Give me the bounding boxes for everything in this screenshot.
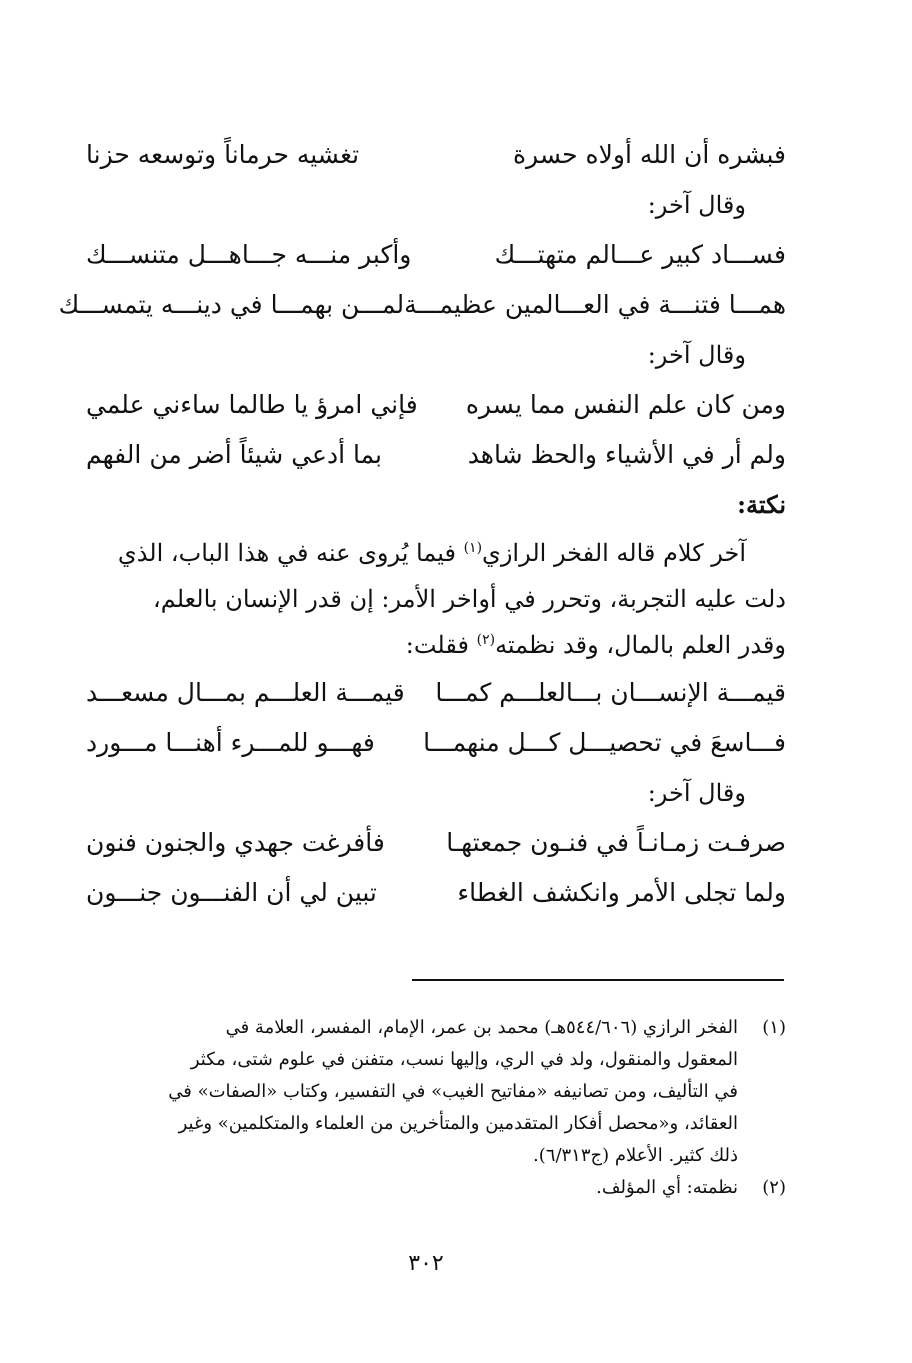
verse xyxy=(86,668,786,718)
footnote xyxy=(80,1012,786,1172)
verse xyxy=(86,230,786,280)
section-heading: نكتة: xyxy=(737,490,786,519)
verse-first-hemistich: همـــا فتنـــة في العـــالمين عظيمـــة xyxy=(404,290,786,319)
verse xyxy=(86,818,786,868)
verse xyxy=(86,718,786,768)
verse-first-hemistich: صرفـت زمـانـاً في فنـون جمعتهـا xyxy=(446,828,786,857)
footnote-line: في التأليف، ومن تصانيفه «مفاتيح الغيب» في التفسير، وكتاب «الصفات» في xyxy=(168,1081,738,1102)
footnote-line: العقائد، و«محصل أفكار المتقدمين والمتأخرين من العلماء والمتكلمين» وغير xyxy=(178,1113,738,1134)
verse-second-hemistich: تغشيه حرماناً وتوسعه حزنا xyxy=(86,140,360,169)
footnote-line: الفخر الرازي (٥٤٤/٦٠٦هـ) محمد بن عمر، الإمام، المفسر، العلامة في xyxy=(225,1017,738,1038)
verse xyxy=(86,130,786,180)
verse xyxy=(86,430,786,480)
footnote-line: المعقول والمنقول، ولد في الري، وإليها نسب، متفنن في علوم شتى، مكثر xyxy=(190,1049,738,1070)
prose-paragraph xyxy=(86,530,786,668)
verse-first-hemistich: فبشره أن الله أولاه حسرة xyxy=(512,140,786,169)
verse-first-hemistich: ولم أر في الأشياء والحظ شاهد xyxy=(467,440,786,469)
prose-line xyxy=(86,622,786,668)
poem-intro: وقال آخر: xyxy=(647,779,746,807)
verse xyxy=(86,868,786,918)
footnote-number: (١) xyxy=(762,1017,786,1038)
prose-text: فقلت: xyxy=(405,631,477,659)
poem-intro: وقال آخر: xyxy=(647,191,746,219)
prose-text: فيما يُروى عنه في هذا الباب، الذي xyxy=(117,539,464,567)
page-number: ٣٠٢ xyxy=(408,1251,444,1276)
footnote-line: ذلك كثير. الأعلام (ج٦/٣١٣). xyxy=(533,1145,738,1166)
footnote-text xyxy=(80,1012,738,1172)
verse-second-hemistich: تبين لي أن الفنـــون جنـــون xyxy=(86,878,377,907)
verse-first-hemistich: ومن كان علم النفس مما يسره xyxy=(465,390,786,419)
footnotes xyxy=(80,1012,786,1204)
verse-first-hemistich: فســـاد كبير عـــالم متهتـــك xyxy=(494,240,786,269)
footnote xyxy=(80,1172,786,1204)
verse-second-hemistich: فإني امرؤ يا طالما ساءني علمي xyxy=(86,390,418,419)
verse-second-hemistich: فهـــو للمـــرء أهنـــا مـــورد xyxy=(86,728,375,757)
verse-second-hemistich: بما أدعي شيئاً أضر من الفهم xyxy=(86,440,383,469)
prose-line xyxy=(86,530,786,576)
footnote-separator xyxy=(412,979,784,981)
verse xyxy=(58,280,786,330)
verse xyxy=(86,380,786,430)
footnote-text xyxy=(80,1172,738,1204)
verse-second-hemistich: قيمـــة العلـــم بمـــال مسعـــد xyxy=(86,678,405,707)
footnote-marker: (٢) xyxy=(476,632,496,648)
prose-line xyxy=(86,576,786,622)
footnote-number: (٢) xyxy=(762,1177,786,1198)
prose-text: وقدر العلم بالمال، وقد نظمته xyxy=(495,631,786,659)
verse-second-hemistich: فأفرغت جهدي والجنون فنون xyxy=(86,828,385,857)
prose-text: دلت عليه التجربة، وتحرر في أواخر الأمر: إن قدر الإنسان بالعلم، xyxy=(153,585,786,613)
footnote-line: نظمته: أي المؤلف. xyxy=(596,1177,738,1198)
footnote-marker: (١) xyxy=(463,540,483,556)
poem-intro: وقال آخر: xyxy=(647,341,746,369)
prose-text: آخر كلام قاله الفخر الرازي xyxy=(482,539,746,567)
verse-second-hemistich: وأكبر منـــه جـــاهـــل متنســـك xyxy=(86,240,412,269)
verse-second-hemistich: لمـــن بهمـــا في دينـــه يتمســـك xyxy=(58,290,405,319)
verse-first-hemistich: قيمـــة الإنســـان بـــالعلـــم كمـــا xyxy=(435,678,786,707)
page-body xyxy=(58,130,786,918)
verse-first-hemistich: فـــاسعَ في تحصيـــل كـــل منهمـــا xyxy=(423,728,786,757)
verse-first-hemistich: ولما تجلى الأمر وانكشف الغطاء xyxy=(457,878,786,907)
